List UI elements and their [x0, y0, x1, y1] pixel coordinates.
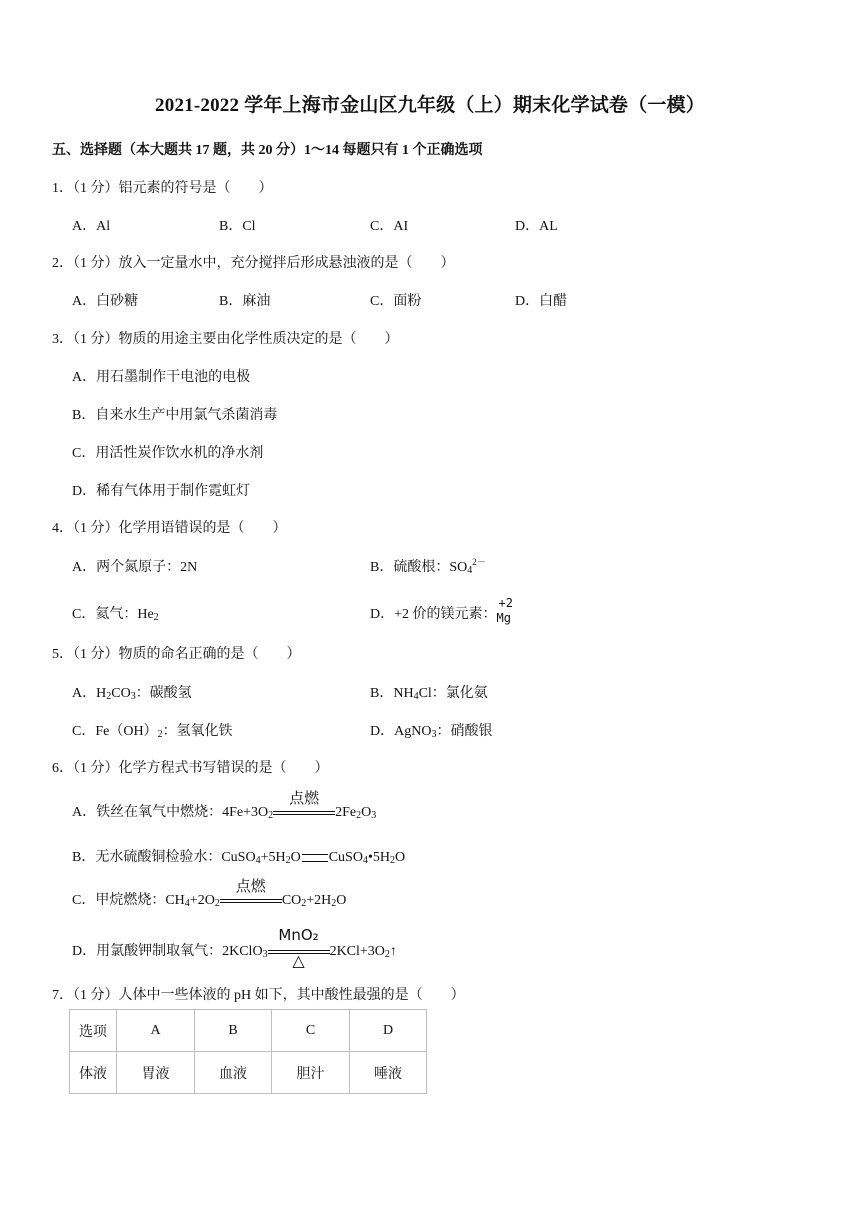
q4-option-b[interactable]: B．硫酸根：$SO_4^{2-}$	[370, 557, 486, 576]
question-5-stem: 5．（1 分）物质的命名正确的是（ ）	[52, 647, 301, 662]
table-cell: C	[272, 1010, 350, 1052]
q5-option-c[interactable]: C．$Fe(OH)_2$：氢氧化铁	[72, 724, 233, 740]
q3-option-d[interactable]: D．稀有气体用于制作霓虹灯	[72, 484, 251, 499]
q6-option-a[interactable]: A．铁丝在氧气中燃烧：$4Fe+3O_2$ 点燃 $2Fe_2O_3$	[72, 788, 377, 821]
ph-table	[69, 1009, 427, 1094]
question-3-stem: 3．（1 分）物质的用途主要由化学性质决定的是（ ）	[52, 332, 399, 347]
q6-option-c[interactable]: C．甲烷燃烧：$CH_4+2O_2$ 点燃 $CO_2+2H_2O$	[72, 876, 347, 909]
q4-option-c[interactable]: C．氦气：$He_2$	[72, 607, 159, 623]
q3-option-c[interactable]: C．用活性炭作饮水机的净水剂	[72, 446, 264, 461]
table-row	[70, 1010, 427, 1052]
table-cell: D	[350, 1010, 427, 1052]
question-4-stem: 4．（1 分）化学用语错误的是（ ）	[52, 521, 287, 536]
question-1-stem: 1．（1 分）铝元素的符号是（ ）	[52, 181, 273, 196]
question-7-stem: 7．（1 分）人体中一些体液的 pH 如下，其中酸性最强的是（ ）	[52, 988, 465, 1003]
q1-option-a[interactable]: A．Al	[72, 219, 111, 234]
table-cell: 胆汁	[272, 1052, 350, 1094]
q6-option-b[interactable]: B．无水硫酸铜检验水：$CuSO_4+5H_2O$ $CuSO_4•5H_2O$	[72, 850, 406, 866]
valence-notation: +2 Mg	[496, 595, 513, 625]
q3-option-b[interactable]: B．自来水生产中用氯气杀菌消毒	[72, 408, 278, 423]
reaction-condition: 点燃	[220, 894, 282, 908]
q1-option-b[interactable]: B．Cl	[219, 219, 256, 234]
q3-option-a[interactable]: A．用石墨制作干电池的电极	[72, 370, 251, 385]
question-2-stem: 2．（1 分）放入一定量水中，充分搅拌后形成悬浊液的是（ ）	[52, 256, 455, 271]
table-cell: 体液	[70, 1052, 117, 1094]
equals-sign	[302, 854, 328, 862]
table-cell: 选项	[70, 1010, 117, 1052]
table-cell: 唾液	[350, 1052, 427, 1094]
table-cell: 胃液	[117, 1052, 195, 1094]
table-row	[70, 1052, 427, 1094]
table-cell: A	[117, 1010, 195, 1052]
q1-option-c[interactable]: C．AI	[370, 219, 409, 234]
q2-option-d[interactable]: D．白醋	[515, 294, 568, 309]
q2-option-a[interactable]: A．白砂糖	[72, 294, 139, 309]
reaction-condition: MnO₂ △	[268, 945, 330, 959]
section-heading: 五、选择题（本大题共 17 题，共 20 分）1～14 每题只有 1 个正确选项	[52, 143, 483, 158]
table-cell: B	[195, 1010, 272, 1052]
q4-option-a[interactable]: A．两个氮原子：2N	[72, 560, 198, 575]
q1-option-d[interactable]: D．AL	[515, 219, 558, 234]
table-cell: 血液	[195, 1052, 272, 1094]
q5-option-d[interactable]: D．AgNO$_3$：硝酸银	[370, 724, 493, 740]
q2-option-c[interactable]: C．面粉	[370, 294, 422, 309]
exam-title: 2021-2022 学年上海市金山区九年级（上）期末化学试卷（一模）	[155, 95, 705, 116]
question-6-stem: 6．（1 分）化学方程式书写错误的是（ ）	[52, 761, 329, 776]
q4-option-d[interactable]: D．+2 价的镁元素： +2 Mg	[370, 603, 519, 625]
q2-option-b[interactable]: B．麻油	[219, 294, 271, 309]
q5-option-b[interactable]: B．$NH_4Cl$：氯化氨	[370, 686, 488, 702]
q6-option-d[interactable]: D．用氯酸钾制取氧气：2KClO$_3$ MnO₂ △ $2KCl+3O_2↑$	[72, 925, 397, 970]
q5-option-a[interactable]: A．$H_2CO_3$：碳酸氢	[72, 686, 192, 702]
reaction-condition: 点燃	[273, 806, 335, 820]
